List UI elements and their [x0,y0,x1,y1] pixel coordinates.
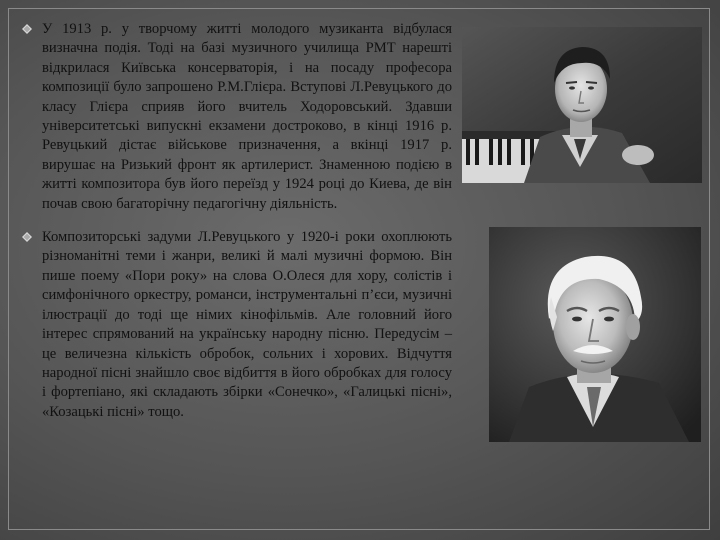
portrait-photo-elder [489,227,701,442]
portrait-photo-young [462,27,702,183]
paragraph-1 [22,20,452,214]
paragraph-2-text: Композиторські задуми Л.Ревуцького у 1920-і роки охоплюють різноманітні теми і жанри, великі й малі музичні формою. Він пише поему «Пори року» на слова О.Олеся для хору, солістів і симфонічного оркестру, романси, інструментальні п’єси, музичні ілюстрації до тоді ще німих кінофільмів. Але головний його інтерес спрямований на українську народну пісню. Передусім – це величезна кількість обробок, сольних і хорових. Відчуття народної пісні знайшло своє відбиття в його обробках для голосу і фортепіано, які складають збірки «Сонечко», «Галицькі пісні», «Козацькі пісні» тощо. [42,229,452,420]
text-column [22,20,452,436]
paragraph-2 [22,228,452,422]
bullet-icon [22,24,32,34]
bullet-icon [22,232,32,242]
paragraph-1-text: У 1913 р. у творчому житті молодого музиканта відбулася визначна подія. Тоді на базі музичного училища РМТ нарешті відкрилася Київська консерваторія, і на посаду професора композиції було запрошено Р.М.Глієра. Вступові Л.Ревуцького до класу Глієра сприяв його вчитель Ходоровський. Здавши університетські випускні екзамени достроково, в кінці 1916 р. Ревуцький дістає військове призначення, а вкінці 1917 р. вирушає на Ризький фронт як артилерист. Знаменною подією в житті композитора був його переїзд у 1924 році до Киева, де він почав свою багаторічну педагогічну діяльність. [42,21,452,212]
